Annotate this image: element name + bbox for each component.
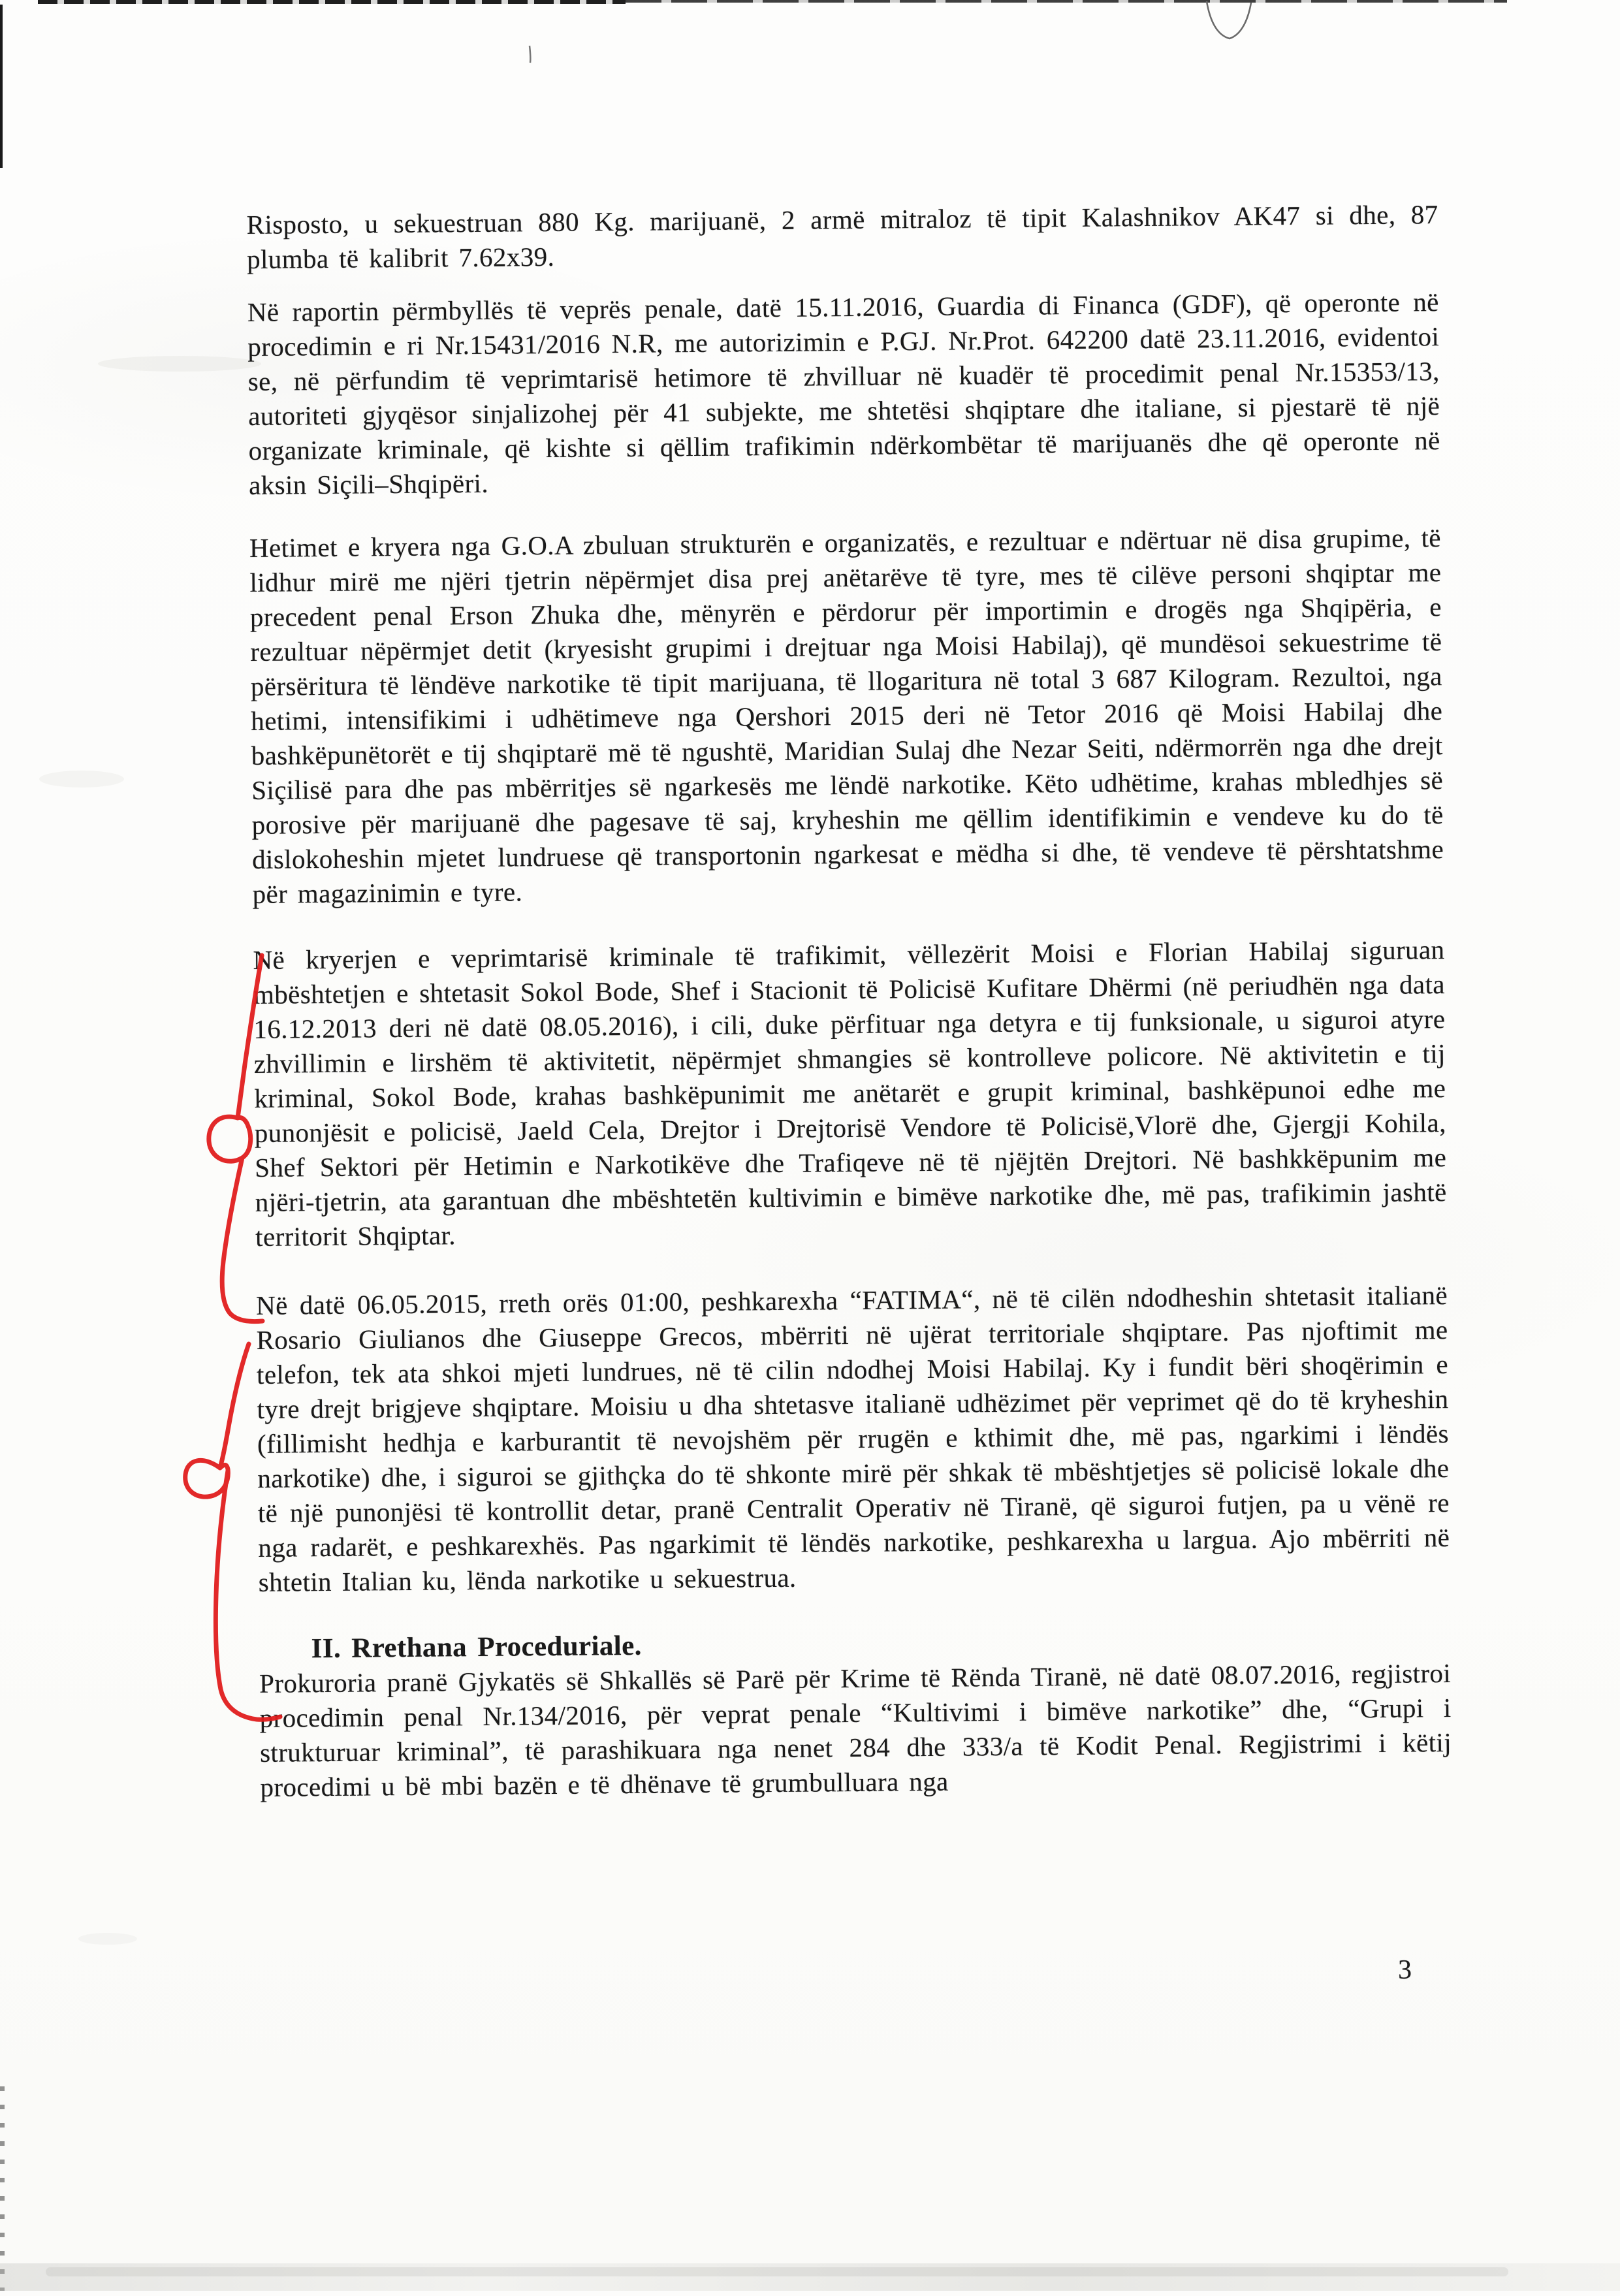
paragraph-police-collaboration: Në kryerjen e veprimtarisë kriminale të trafikimit, vëllezërit Moisi e Florian Habilaj siguruan mbështetjen e shtetasit Sokol Bode, Shef i Stacionit të Policisë Kufitare Dhërmi (në periudhën nga data 16.12.2013 deri në datë 08.05.2016), i cili, duke përfituar nga detyra e tij funksionale, u siguroi atyre zhvillimin e lirshëm të aktivitetit, nëpërmjet shmangies së kontrolleve policore. Në aktivitetin e tij kriminal, Sokol Bode, krahas bashkëpunimit me anëtarët e grupit kriminal, bashkëpunoi edhe me punonjësit e policisë, Jaeld Cela, Drejtor i Drejtorisë Vendore të Policisë,Vlorë dhe, Gjergji Kohila, Shef Sektori për Hetimin e Narkotikëve dhe Trafiqeve në të njëjtën Drejtori. Në bashkkëpunim me njëri-tjetrin, ata garantuan dhe mbështetën kultivimin e bimëve narkotike dhe, më pas, trafikimin jashtë territorit Shqiptar.: [253, 933, 1447, 1254]
paragraph-gdf-report: Në raportin përmbyllës të veprës penale, datë 15.11.2016, Guardia di Financa (GDF), që operonte në procedimin e ri Nr.15431/2016 N.R, me autorizimin e P.GJ. Nr.Prot. 642200 datë 23.11.2016, evidentoi se, në përfundim të veprimtarisë hetimore të zhvilluar në kuadër të procedimit penal Nr.15353/13, autoriteti gjyqësor sinjalizohej për 41 subjekte, me shtetësi shqiptare dhe italiane, si pjestarë të një organizate kriminale, që kishte si qëllim trafikimin ndërkombëtar të marijuanës dhe që operonte në aksin Siçili–Shqipëri.: [247, 285, 1441, 503]
page-number: 3: [1398, 1953, 1412, 1988]
paragraph-goa-investigation: Hetimet e kryera nga G.O.A zbuluan strukturën e organizatës, e rezultuar e ndërtuar në disa grupime, të lidhur mirë me njëri tjetrin nëpërmjet disa prej anëtarëve të tyre, mes të cilëve personi shqiptar me precedent penal Erson Zhuka dhe, mënyrën e përdorur për importimin e drogës nga Shqipëria, e rezultuar nëpërmjet detit (kryesisht grupimi i drejtuar nga Moisi Habilaj), që mundësoi sekuestrime të përsëritura të lëndëve narkotike të tipit marijuana, të llogaritura në total 3 687 Kilogram. Rezultoi, nga hetimi, intensifikimi i udhëtimeve nga Qershori 2015 deri në Tetor 2016 që Moisi Habilaj dhe bashkëpunëtorët e tij shqiptarë më të ngushtë, Maridian Sulaj dhe Nezar Seiti, ndërmorrën nga dhe drejt Siçilisë para dhe pas mbërritjes së ngarkesës me lëndë narkotike. Këto udhëtime, krahas mbledhjes së porosive për marijuanë dhe pagesave të saj, kryheshin me qëllim identifikimin e vendeve ku do të dislokoheshin mjetet lundruese që transportonin ngarkesat e mëdha si dhe, të vendeve të përshtatshme për magazinimin e tyre.: [249, 520, 1444, 912]
scan-smudge: [39, 771, 124, 788]
paragraph-fatima-vessel: Në datë 06.05.2015, rreth orës 01:00, peshkarexha “FATIMA“, në të cilën ndodheshin shtetasit italianë Rosario Giulianos dhe Giuseppe Grecos, mbërriti në ujërat territoriale shqiptare. Pas njoftimit me telefon, tek ata shkoi mjeti lundrues, në të cilin ndodhej Moisi Habilaj. Ky i fundit bëri shoqërimin e tyre drejt brigjeve shqiptare. Moisiu u dha shtetasve italianë udhëzimet për veprimet që do të kryheshin (fillimisht hedhja e karburantit të nevojshëm për rrugën e kthimit dhe, më pas, ngarkimi i lëndës narkotike) dhe, i siguroi se gjithçka do të shkonte mirë për shkak të mbështjetjes së policisë lokale dhe të një punonjësi të kontrollit detar, pranë Centralit Operativ në Tiranë, që siguroi futjen, pa u vënë re nga radarët, e peshkarexhës. Pas ngarkimit të lëndës narkotike, peshkarexha u largua. Ajo mbërriti në shtetin Italian ku, lënda narkotike u sekuestrua.: [256, 1278, 1450, 1600]
document-text-block: [245, 0, 1457, 2296]
paragraph-seizure: Risposto, u sekuestruan 880 Kg. marijuanë, 2 armë mitraloz të tipit Kalashnikov AK47 si dhe, 87 plumba të kalibrit 7.62x39.: [246, 197, 1438, 277]
scan-smudge: [78, 1933, 137, 1945]
scan-artifact-left-noise: [0, 2086, 5, 2291]
paragraph-prosecution-registration: Prokuroria pranë Gjykatës së Shkallës së Parë për Krime të Rënda Tiranë, në datë 08.07.2016, regjistroi procedimin penal Nr.134/2016, për veprat penale “Kultivimi i bimëve narkotike” dhe, “Grupi i strukturuar kriminal”, të parashikuara nga nenet 284 dhe 333/a të Kodit Penal. Regjistrimi i këtij procedimi u bë mbi bazën e të dhënave të grumbulluara nga: [259, 1656, 1452, 1805]
section-heading-procedural-circumstances: II. Rrethana Proceduriale.: [259, 1621, 1450, 1666]
scan-smudge: [98, 356, 261, 372]
